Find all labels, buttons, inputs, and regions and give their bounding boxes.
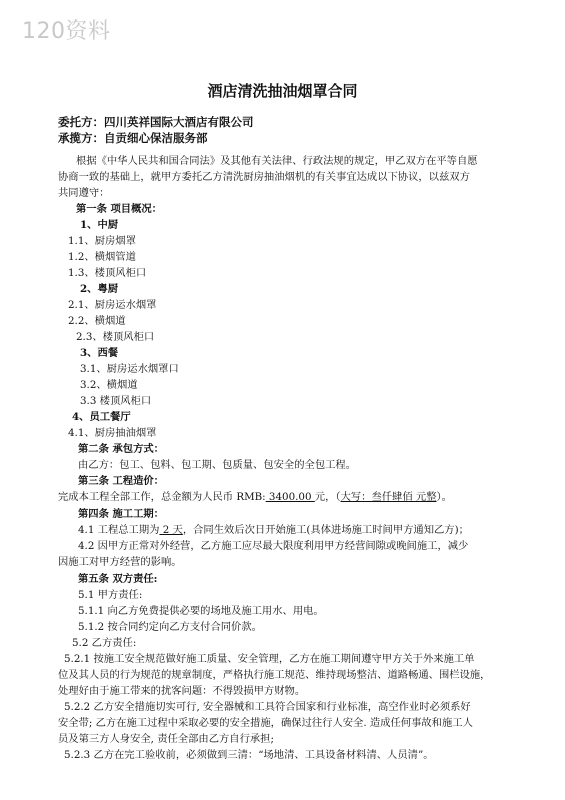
price-mid: 元，（ [314,491,341,503]
clause-5-2-1-line-2: 位及其人员的行为规范的规章制度，严格执行施工规范、维持现场整洁、道路畅通、围栏设施， [58,669,491,681]
item-1-1: 1.1、厨房烟罩 [68,235,136,247]
clause-5-2-2-line-2: 安全带; 乙方在施工过程中采取必要的安全措施，确保过往行人安全. 造成任何事故和施工人 [58,717,473,729]
item-3-3: 3.3 楼顶风柜口 [80,395,152,407]
duration-prefix: 4.1 工程总工期为 [78,524,160,536]
intro-line-1: 根据《中华人民共和国合同法》及其他有关法律、行政法规的规定，甲乙双方在平等自愿 [76,155,478,167]
article-4-line-1 [78,523,469,537]
article-4-heading: 第四条 施工工期： [78,508,164,520]
article-4-line-2: 4.2 因甲方正常对外经营，乙方施工应尽最大限度利用甲方经营间隙或晚间施工，减少 [78,540,469,552]
watermark-text: 120资料 [22,19,111,44]
article-5-heading: 第五条 双方责任: [78,573,158,585]
item-1-3: 1.3、楼顶风柜口 [68,267,147,279]
section-2-heading: 2、粤厨 [80,283,119,295]
clause-5-1: 5.1 甲方责任: [78,589,143,601]
clause-5-2-1-line-3: 处理好由于施工带来的扰客问题：不得毁损甲方财物。 [58,685,306,697]
intro-line-2: 协商一致的基础上，就甲方委托乙方清洗厨房抽油烟机的有关事宜达成以下协议，以兹双方 [58,171,470,183]
item-3-2: 3.2、横烟道 [80,379,138,391]
clause-5-2: 5.2 乙方责任: [72,637,137,649]
intro-line-3: 共同遵守： [58,187,110,199]
item-3-1: 3.1、厨房运水烟罩口 [80,363,179,375]
duration-days: 2 天 [159,524,183,536]
clause-5-2-2-line-1: 5.2.2 乙方安全措施切实可行, 安全器械和工具符合国家和行业标准，高空作业时必须系好 [64,701,471,713]
price-amount: 3400.00 [265,491,315,503]
price-prefix: 完成本工程全部工作，总金额为人民币 RMB: [58,491,266,503]
item-4-1: 4.1、厨房抽油烟罩 [68,427,157,439]
item-2-2: 2.2、横烟道 [68,315,126,327]
section-4-heading: 4、员工餐厅 [72,411,131,423]
client-party: 委托方：四川英祥国际大酒店有限公司 [58,115,254,129]
price-caps-value: 叁仟肆佰 元整 [371,491,437,503]
section-3-heading: 3、西餐 [80,347,119,359]
article-3-heading: 第三条 工程造价： [78,475,164,487]
article-2-heading: 第二条 承包方式： [78,443,164,455]
item-1-2: 1.2、横烟管道 [68,251,136,263]
item-2-3: 2.3、楼顶风柜口 [76,331,155,343]
duration-suffix: ，合同生效后次日开始施工(具体进场施工时间甲方通知乙方)； [182,524,469,536]
clause-5-1-2: 5.1.2 按合同约定向乙方支付合同价款。 [78,621,262,633]
clause-5-2-3: 5.2.3 乙方在完工验收前，必须做到三清：“场地清、工具设备材料清、人员清”。 [64,749,434,761]
clause-5-1-1: 5.1.1 向乙方免费提供必要的场地及施工用水、用电。 [78,605,324,617]
section-1-heading: 1、中厨 [80,219,119,231]
clause-5-2-1-line-1: 5.2.1 按施工安全规范做好施工质量、安全管理，乙方在施工期间遵守甲方关于外来施工单 [64,653,475,665]
article-2-text: 由乙方：包工、包料、包工期、包质量、包安全的全包工程。 [78,459,357,471]
article-3-text [58,490,452,504]
document-title: 酒店清洗抽油烟罩合同 [207,82,358,100]
article-4-line-3: 因施工对甲方经营的影响。 [58,556,182,568]
price-suffix: ）。 [436,491,452,503]
clause-5-2-2-line-3: 员及第三方人身安全, 责任全部由乙方自行承担; [58,733,274,745]
price-caps-label: 大写： [340,491,372,503]
item-2-1: 2.1、厨房运水烟罩 [68,299,157,311]
contractor-party: 承揽方：自贡细心保洁服务部 [58,131,208,145]
article-1-heading: 第一条 项目概况： [76,203,162,215]
